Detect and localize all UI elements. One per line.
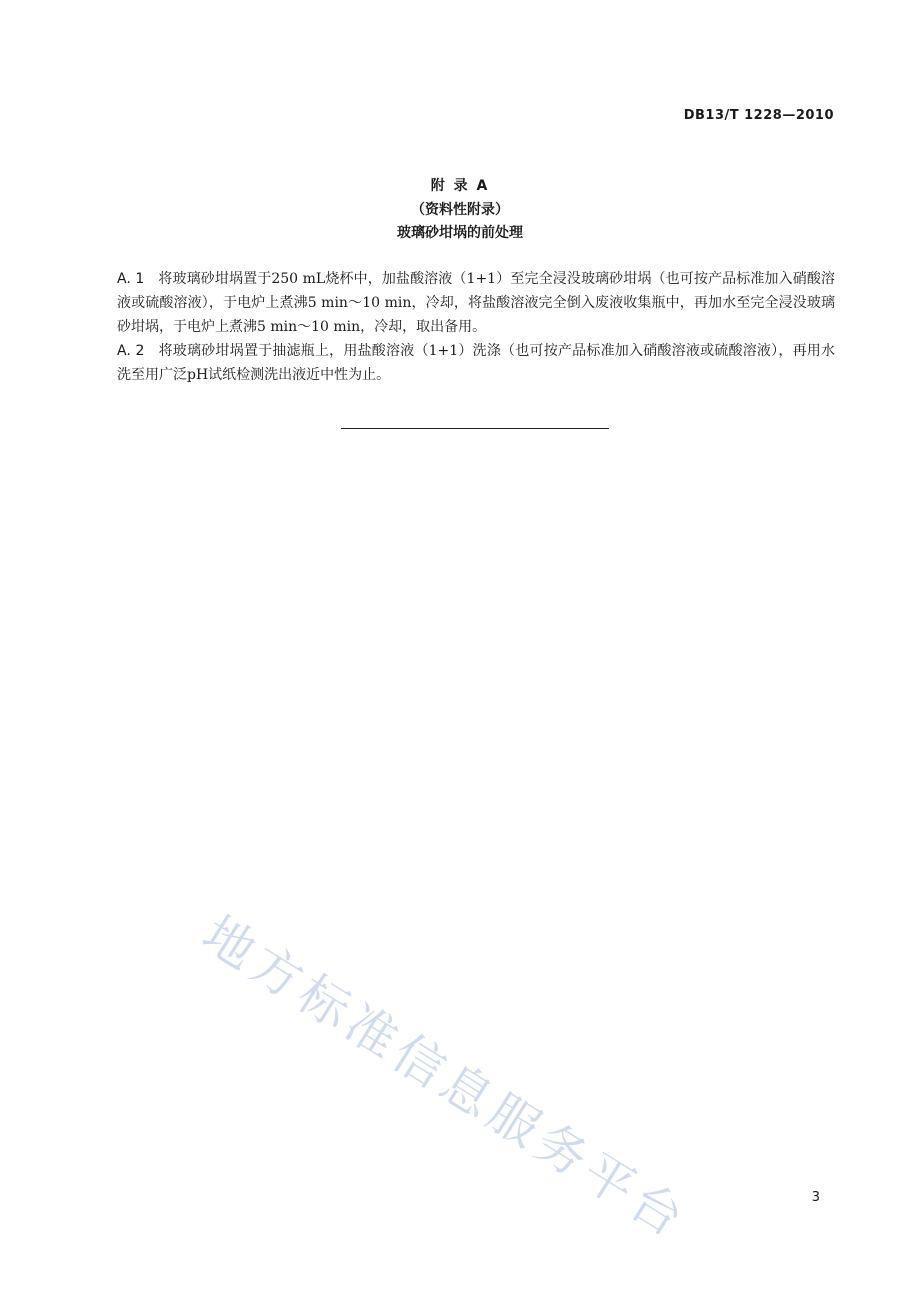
clause-a1 [117, 267, 835, 339]
appendix-subject: 玻璃砂坩埚的前处理 [397, 225, 523, 241]
end-rule [341, 428, 609, 429]
appendix-body [117, 267, 835, 387]
clause-number: A. 1 [117, 271, 145, 287]
watermark: 地方标准信息服务平台 [192, 904, 699, 1251]
page-number: 3 [811, 1190, 820, 1205]
appendix-type: （资料性附录） [411, 202, 509, 218]
appendix-title: 附 录 A [430, 178, 490, 194]
clause-text: 将玻璃砂坩埚置于250 mL烧杯中，加盐酸溶液（1+1）至完全浸没玻璃砂坩埚（也可按产品标准加入硝酸溶液或硫酸溶液），于电炉上煮沸5 min～10 min，冷却，将盐酸溶液完全倒入废液收集瓶中，再加水至完全浸没玻璃砂坩埚，于电炉上煮沸5 min～10 min，冷却，取出备用。 [117, 271, 835, 335]
standard-code: DB13/T 1228—2010 [683, 108, 834, 123]
clause-number: A. 2 [117, 343, 145, 359]
clause-a2 [117, 339, 835, 387]
clause-text: 将玻璃砂坩埚置于抽滤瓶上，用盐酸溶液（1+1）洗涤（也可按产品标准加入硝酸溶液或硫酸溶液），再用水洗至用广泛pH试纸检测洗出液近中性为止。 [117, 343, 835, 383]
